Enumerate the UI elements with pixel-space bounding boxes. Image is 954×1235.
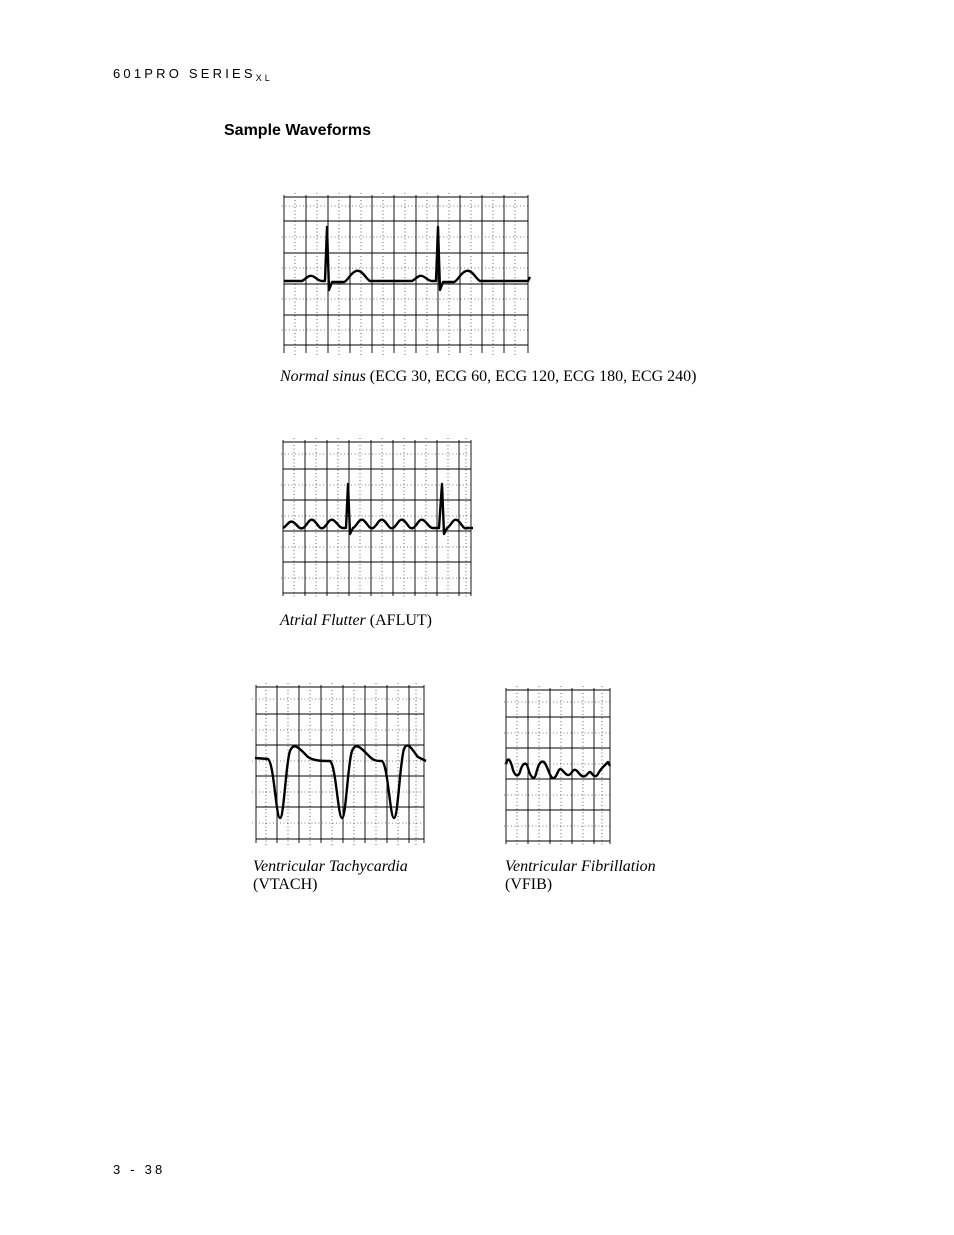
ecg-grid — [252, 683, 426, 845]
ecg-strip-ventricular-tachycardia — [252, 683, 428, 845]
ecg-grid — [282, 193, 530, 355]
header-product: 601PRO SERIES — [113, 66, 256, 81]
ecg-strip-ventricular-fibrillation — [504, 686, 614, 846]
header-suffix: XL — [255, 73, 273, 83]
page-number: 3 - 38 — [113, 1162, 166, 1177]
waveform-caption-ventricular-tachycardia — [253, 858, 408, 894]
waveform-detail: (VTACH) — [253, 876, 318, 893]
ecg-trace — [284, 227, 530, 290]
ecg-strip-normal-sinus — [282, 193, 532, 355]
waveform-caption-normal-sinus — [280, 368, 696, 386]
waveform-detail: (AFLUT) — [369, 612, 432, 629]
waveform-name: Ventricular Fibrillation — [505, 858, 656, 875]
waveform-detail: (ECG 30, ECG 60, ECG 120, ECG 180, ECG 240) — [369, 368, 697, 385]
waveform-name: Atrial Flutter — [280, 612, 366, 629]
ecg-strip-atrial-flutter — [281, 438, 475, 598]
waveform-name: Normal sinus — [280, 368, 366, 385]
section-title: Sample Waveforms — [224, 122, 372, 139]
ecg-grid — [504, 686, 612, 846]
ecg-trace — [283, 484, 473, 534]
waveform-detail: (VFIB) — [505, 876, 553, 893]
waveform-caption-ventricular-fibrillation — [505, 858, 656, 894]
waveform-caption-atrial-flutter — [280, 612, 432, 630]
running-header — [113, 66, 273, 83]
waveform-name: Ventricular Tachycardia — [253, 858, 408, 875]
